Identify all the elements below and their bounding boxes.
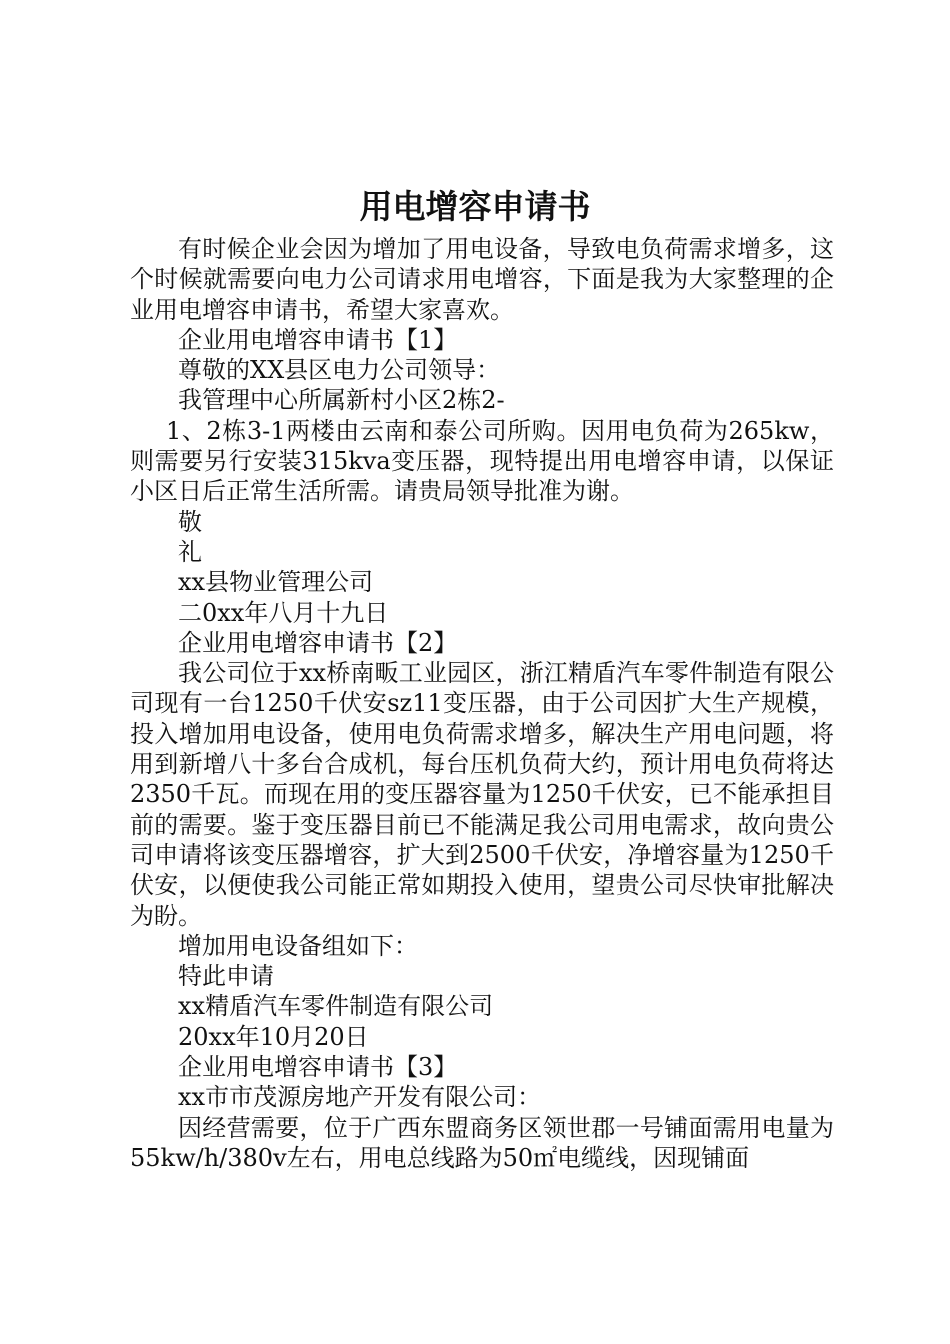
signature-date: 20xx年10月20日 (178, 1022, 369, 1051)
document-body (130, 234, 834, 1173)
body-paragraph: 我公司位于xx桥南畈工业园区，浙江精盾汽车零件制造有限公司现有一台1250千伏安sz11变压器，由于公司因扩大生产规模，投入增加用电设备，使用电负荷需求增多，解决生产用电问题，将用到新增八十多台合成机，每台压机负荷大约，预计用电负荷将达2350千瓦。而现在用的变压器容量为1250千伏安，已不能承担目前的需要。鉴于变压器目前已不能满足我公司用电需求，故向贵公司申请将该变压器增容，扩大到2500千伏安，净增容量为1250千伏安，以便使我公司能正常如期投入使用，望贵公司尽快审批解决为盼。 (130, 659, 834, 930)
signature-org: xx精盾汽车零件制造有限公司 (178, 992, 494, 1021)
section-heading-3: 企业用电增容申请书【3】 (178, 1053, 458, 1082)
intro-paragraph: 有时候企业会因为增加了用电设备，导致电负荷需求增多，这个时候就需要向电力公司请求用电增容，下面是我为大家整理的企业用电增容申请书，希望大家喜欢。 (130, 235, 834, 324)
salutation-3: xx市市茂源房地产开发有限公司： (178, 1083, 542, 1112)
document-title: 用电增容申请书 (359, 187, 591, 226)
closing-line: 礼 (178, 537, 202, 566)
section-heading-1: 企业用电增容申请书【1】 (178, 325, 458, 354)
body-paragraph: 增加用电设备组如下： (178, 931, 418, 960)
body-paragraph: 1、2栋3-1两楼由云南和泰公司所购。因用电负荷为265kw，则需要另行安装315kva变压器，现特提出用电增容申请，以保证小区日后正常生活所需。请贵局领导批准为谢。 (130, 416, 834, 506)
salutation-1: 尊敬的XX县区电力公司领导： (178, 356, 501, 385)
body-paragraph: 我管理中心所属新村小区2栋2- (178, 386, 505, 415)
closing-line: 敬 (178, 507, 202, 536)
signature-date: 二0xx年八月十九日 (178, 598, 389, 627)
body-paragraph: 因经营需要，位于广西东盟商务区领世郡一号铺面需用电量为55kw/h/380v左右，用电总线路为50㎡电缆线，因现铺面 (130, 1113, 834, 1172)
signature-org: xx县物业管理公司 (178, 568, 374, 597)
section-heading-2: 企业用电增容申请书【2】 (178, 628, 458, 657)
closing-line: 特此申请 (178, 962, 274, 991)
